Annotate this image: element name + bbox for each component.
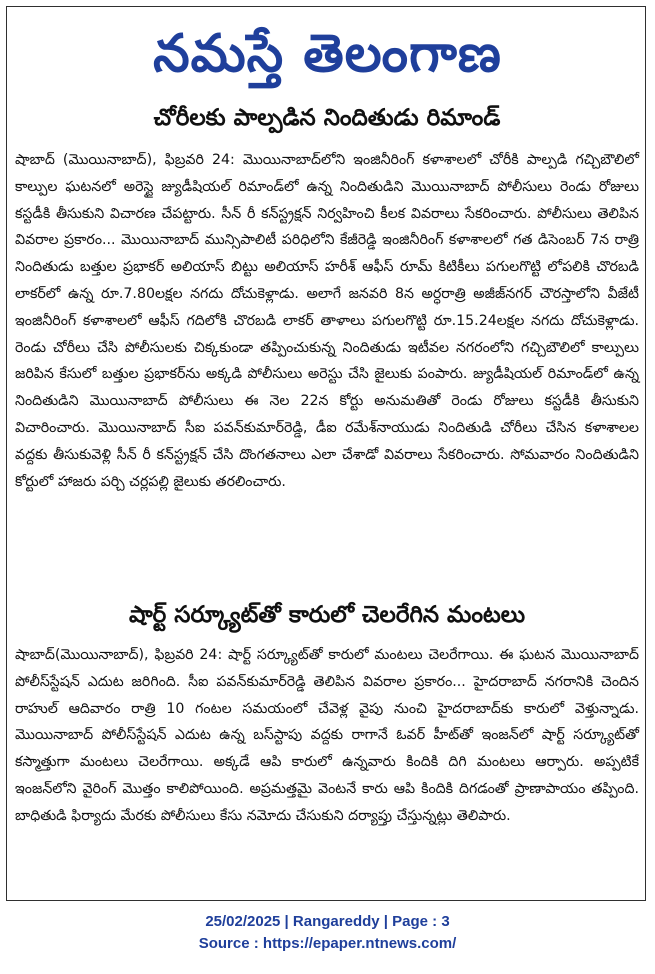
article-2-headline: షార్ట్ సర్క్యూట్‌తో కారులో చెలరేగిన మంటలు xyxy=(128,602,526,628)
footer-source-link: Source : https://epaper.ntnews.com/ xyxy=(198,935,457,952)
article-1-body: షాబాద్ (మొయినాబాద్), ఫిబ్రవరి 24: మొయినాబాద్‌లోని ఇంజినీరింగ్ కళాశాలలో చోరీకి పాల్పడి గచ్చిబౌలిలో కాల్పుల ఘటనలో అరెస్టై జ్యుడీషియల్ రిమాండ్‌లో ఉన్న నిందితుడిని మొయినాబాద్ పోలీసులు రెండు రోజులు కస్టడీకి తీసుకుని విచారణ చేపట్టారు. సీన్ రీ కన్‌స్ట్రక్షన్ నిర్వహించి కీలక వివరాలు సేకరించారు. పోలీసులు తెలిపిన వివరాల ప్రకారం... మొయినాబాద్ మున్సిపాలిటీ పరిధిలోని కేజీరెడ్డి ఇంజినీరింగ్ కళాశాలలో గత డిసెంబర్ 7న రాత్రి నిందితుడు బత్తుల ప్రభాకర్ అలియాస్ బిట్టు అలియాస్ హరీశ్ ఆఫీస్ రూమ్ కిటికీలు పగులగొట్టి లోపలికి చొరబడి లాకర్‌లో ఉన్న రూ.7.80లక్షల నగదు దోచుకెళ్లాడు. అలాగే జనవరి 8న అర్ధరాత్రి అజీజ్‌నగర్ చౌరస్తాలోని వీజేటీ ఇంజినీరింగ్ కళాశాలలో ఆఫీస్ గదిలోకి చొరబడి లాకర్ తాళాలు పగులగొట్టి రూ.15.24లక్షల నగదు దోచుకెళ్లాడు. రెండు చోరీలు చేసి పోలీసులకు చిక్కకుండా తప్పించుకున్న నిందితుడు ఇటీవల నగరంలోని గచ్చిబౌలిలో కాల్పులు జరిపిన కేసులో బత్తుల ప్రభాకర్‌ను అక్కడి పోలీసులు అరెస్టు చేసి జైలుకు పంపారు. జ్యుడీషియల్ రిమాండ్‌లో ఉన్న నిందితుడిని మొయినాబాద్ పోలీసులు ఈ నెల 22న కోర్టు అనుమతితో రెండు రోజులు కస్టడీకి తీసుకుని విచారించారు. మొయినాబాద్ సీఐ పవన్‌కుమార్‌రెడ్డి, డీఐ రమేశ్‌నాయుడు నిందితుడి చోరీలు చేసిన కళాశాలల వద్దకు తీసుకువెళ్లి సీన్ రీ కన్‌స్ట్రక్షన్ చేసి దొంగతనాలు ఎలా చేశాడో వివరాలు సేకరించారు. సోమవారం నిందితుడిని కోర్టులో హాజరు పర్చి చర్లపల్లి జైలుకు తరలించారు. xyxy=(15,152,639,490)
newspaper-masthead: నమస్తే తెలంగాణ xyxy=(153,24,502,84)
footer-date-edition-page: 25/02/2025 | Rangareddy | Page : 3 xyxy=(205,913,450,930)
article-2-body: షాబాద్(మొయినాబాద్), ఫిబ్రవరి 24: షార్ట్ సర్క్యూట్‌తో కారులో మంటలు చెలరేగాయి. ఈ ఘటన మొయినాబాద్ పోలీస్‌స్టేషన్ ఎదుట జరిగింది. సీఐ పవన్‌కుమార్‌రెడ్డి తెలిపిన వివరాల ప్రకారం... హైదరాబాద్ నగరానికి చెందిన రాహుల్ ఆదివారం రాత్రి 10 గంటల సమయంలో చేవెళ్ల వైపు నుంచి హైదరాబాద్‌కు కారులో వెళ్తున్నాడు. మొయినాబాద్ పోలీస్‌స్టేషన్ ఎదుట ఉన్న బస్‌స్టాపు వద్దకు రాగానే ఓవర్ హీట్‌తో ఇంజన్‌లో షార్ట్ సర్క్యూట్‌తో కస్మాత్తుగా మంటలు చెలరేగాయి. అక్కడే ఆపి కారులో ఉన్నవారు కిందికి దిగి మంటలు ఆర్పారు. అప్పటికే ఇంజన్‌లోని వైరింగ్ మొత్తం కాలిపోయింది. అప్రమత్తమై వెంటనే కారు ఆపి కిందికి దిగడంతో ప్రాణాపాయం తప్పింది. బాధితుడి ఫిర్యాదు మేరకు పోలీసులు కేసు నమోదు చేసుకుని దర్యాప్తు చేస్తున్నట్లు తెలిపారు. xyxy=(15,647,639,824)
article-1-headline: చోరీలకు పాల్పడిన నిందితుడు రిమాండ్ xyxy=(153,105,501,131)
